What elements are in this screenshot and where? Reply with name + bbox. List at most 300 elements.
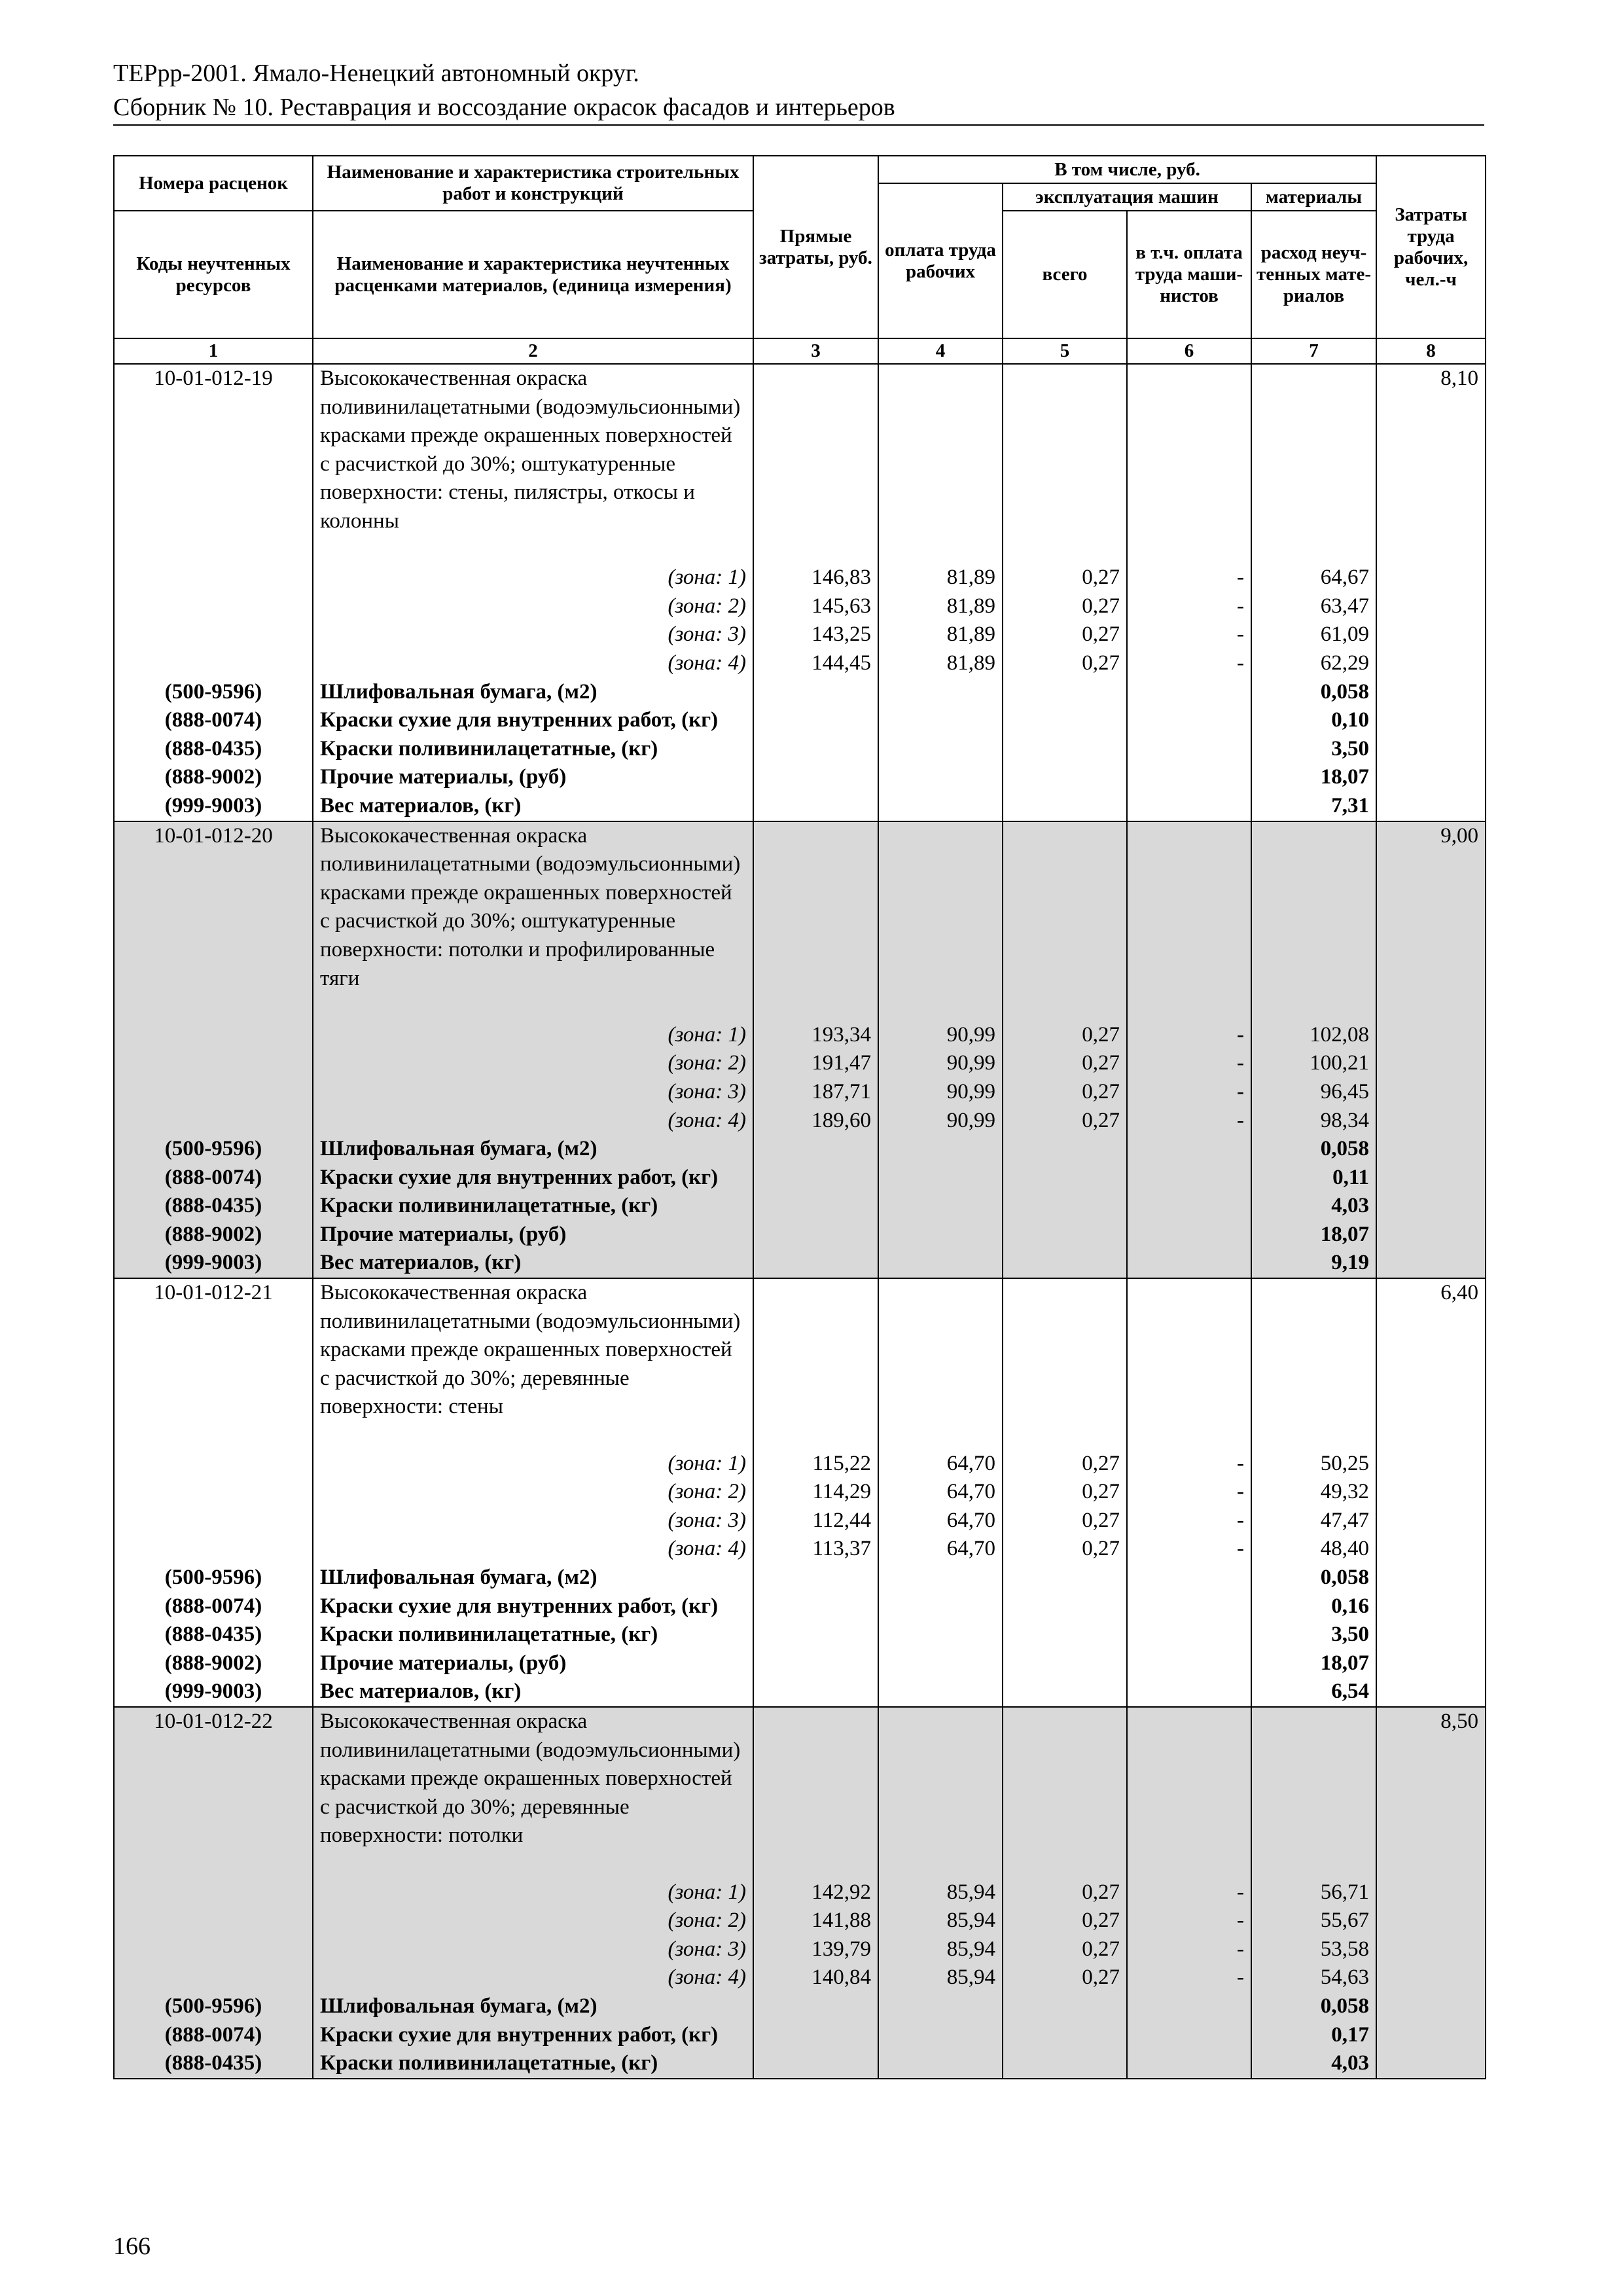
zone-label-cell xyxy=(313,1450,753,1479)
empty-cell xyxy=(1127,364,1251,564)
empty-cell xyxy=(114,1021,313,1050)
empty-cell xyxy=(1376,1677,1486,1707)
rate-code: 10-01-012-19 xyxy=(114,364,313,564)
direct-cost: 141,88 xyxy=(753,1907,878,1935)
zone-row xyxy=(114,592,1486,621)
empty-cell xyxy=(1376,678,1486,707)
material-row xyxy=(114,1564,1486,1592)
empty-cell xyxy=(1251,364,1376,564)
empty-cell xyxy=(753,792,878,821)
empty-cell xyxy=(878,1135,1003,1164)
empty-cell xyxy=(1003,1192,1127,1221)
machinist-wage: - xyxy=(1127,1935,1251,1964)
empty-cell xyxy=(1376,1135,1486,1164)
zone-row xyxy=(114,1907,1486,1935)
empty-cell xyxy=(1251,1278,1376,1450)
material-row xyxy=(114,2049,1486,2079)
empty-cell xyxy=(753,735,878,764)
empty-cell xyxy=(1127,1649,1251,1678)
material-quantity: 4,03 xyxy=(1251,2049,1376,2079)
empty-cell xyxy=(878,1192,1003,1221)
empty-cell xyxy=(878,792,1003,821)
worker-wage: 90,99 xyxy=(878,1078,1003,1107)
col-header-machinist-wages: в т.ч. оплата труда маши-нистов xyxy=(1127,211,1251,338)
col-header-including: В том числе, руб. xyxy=(878,156,1376,183)
empty-cell xyxy=(1127,2049,1251,2079)
zone-row xyxy=(114,1450,1486,1479)
empty-cell xyxy=(1003,1135,1127,1164)
empty-cell xyxy=(1003,364,1127,564)
machinist-wage: - xyxy=(1127,1878,1251,1907)
zone-label: (зона: 3) xyxy=(668,622,746,647)
zone-label: (зона: 2) xyxy=(668,1480,746,1504)
material-row xyxy=(114,792,1486,821)
col-header-unaccounted-materials: расход неуч-тенных мате-риалов xyxy=(1251,211,1376,338)
empty-cell xyxy=(1376,1907,1486,1935)
zone-label: (зона: 2) xyxy=(668,594,746,618)
material-quantity: 4,03 xyxy=(1251,1192,1376,1221)
worker-wage: 85,94 xyxy=(878,1878,1003,1907)
col-header-machines: эксплуатация машин xyxy=(1003,183,1251,211)
empty-cell xyxy=(114,1478,313,1507)
worker-wage: 81,89 xyxy=(878,620,1003,649)
empty-cell xyxy=(753,1221,878,1249)
machine-cost: 0,27 xyxy=(1003,620,1127,649)
zone-row xyxy=(114,1878,1486,1907)
material-quantity: 0,16 xyxy=(1251,1592,1376,1621)
empty-cell xyxy=(1003,1278,1127,1450)
empty-cell xyxy=(1376,620,1486,649)
zone-row xyxy=(114,1964,1486,1992)
direct-cost: 139,79 xyxy=(753,1935,878,1964)
empty-cell xyxy=(1127,1992,1251,2021)
empty-cell xyxy=(1376,1935,1486,1964)
material-cost: 63,47 xyxy=(1251,592,1376,621)
direct-cost: 113,37 xyxy=(753,1535,878,1564)
zone-row xyxy=(114,1049,1486,1078)
empty-cell xyxy=(878,1221,1003,1249)
zone-label: (зона: 4) xyxy=(668,1537,746,1561)
resource-code: (500-9596) xyxy=(114,678,313,707)
empty-cell xyxy=(1127,1221,1251,1249)
zone-label: (зона: 2) xyxy=(668,1051,746,1075)
resource-code: (999-9003) xyxy=(114,1249,313,1278)
empty-cell xyxy=(753,706,878,735)
empty-cell xyxy=(1376,1450,1486,1479)
empty-cell xyxy=(1003,1592,1127,1621)
rate-title-row xyxy=(114,1278,1486,1450)
zone-row xyxy=(114,1535,1486,1564)
empty-cell xyxy=(1127,1192,1251,1221)
direct-cost: 191,47 xyxy=(753,1049,878,1078)
machinist-wage: - xyxy=(1127,1078,1251,1107)
empty-cell xyxy=(1376,1078,1486,1107)
empty-cell xyxy=(1003,706,1127,735)
material-cost: 98,34 xyxy=(1251,1107,1376,1136)
machine-cost: 0,27 xyxy=(1003,1535,1127,1564)
machinist-wage: - xyxy=(1127,1535,1251,1564)
empty-cell xyxy=(753,763,878,792)
machinist-wage: - xyxy=(1127,1049,1251,1078)
empty-cell xyxy=(1003,678,1127,707)
empty-cell xyxy=(878,1621,1003,1649)
direct-cost: 140,84 xyxy=(753,1964,878,1992)
col-header-resource-codes: Коды неучтенных ресурсов xyxy=(114,211,313,338)
worker-wage: 64,70 xyxy=(878,1535,1003,1564)
empty-cell xyxy=(1003,1164,1127,1193)
empty-cell xyxy=(1376,1992,1486,2021)
material-name: Вес материалов, (кг) xyxy=(313,792,753,821)
worker-wage: 81,89 xyxy=(878,564,1003,592)
material-row xyxy=(114,678,1486,707)
col-header-material-names: Наименование и характеристика неучтенных расценками материалов, (единица измерения) xyxy=(313,211,753,338)
empty-cell xyxy=(1376,1221,1486,1249)
col-header-wages: оплата труда рабочих xyxy=(878,183,1003,338)
empty-cell xyxy=(114,592,313,621)
zone-label-cell xyxy=(313,649,753,678)
resource-code: (888-9002) xyxy=(114,763,313,792)
zone-row xyxy=(114,649,1486,678)
empty-cell xyxy=(1376,1107,1486,1136)
empty-cell xyxy=(114,1507,313,1535)
resource-code: (888-0074) xyxy=(114,2021,313,2050)
direct-cost: 146,83 xyxy=(753,564,878,592)
empty-cell xyxy=(753,1649,878,1678)
material-name: Шлифовальная бумага, (м2) xyxy=(313,1135,753,1164)
rate-title-row xyxy=(114,364,1486,564)
empty-cell xyxy=(878,2021,1003,2050)
empty-cell xyxy=(114,1107,313,1136)
empty-cell xyxy=(1003,1992,1127,2021)
zone-label-cell xyxy=(313,1907,753,1935)
zone-row xyxy=(114,1478,1486,1507)
rate-description: Высококачественная окраска поливинилацетатными (водоэмульсионными) красками прежде окрашенных поверхностей с расчисткой до 30%; оштукатуренные поверхности: потолки и профилированные тяги xyxy=(313,821,753,1021)
labor-cost: 9,00 xyxy=(1376,821,1486,1021)
empty-cell xyxy=(878,1992,1003,2021)
zone-label: (зона: 3) xyxy=(668,1079,746,1103)
material-cost: 64,67 xyxy=(1251,564,1376,592)
empty-cell xyxy=(1376,649,1486,678)
direct-cost: 142,92 xyxy=(753,1878,878,1907)
zone-label-cell xyxy=(313,592,753,621)
direct-cost: 189,60 xyxy=(753,1107,878,1136)
resource-code: (888-0074) xyxy=(114,706,313,735)
material-row xyxy=(114,735,1486,764)
empty-cell xyxy=(1376,1478,1486,1507)
empty-cell xyxy=(114,1907,313,1935)
machine-cost: 0,27 xyxy=(1003,1878,1127,1907)
resource-code: (888-0435) xyxy=(114,1192,313,1221)
material-row xyxy=(114,1249,1486,1278)
material-name: Краски сухие для внутренних работ, (кг) xyxy=(313,706,753,735)
material-row xyxy=(114,1592,1486,1621)
worker-wage: 90,99 xyxy=(878,1107,1003,1136)
labor-cost: 8,50 xyxy=(1376,1707,1486,1878)
zone-label-cell xyxy=(313,1049,753,1078)
empty-cell xyxy=(753,1992,878,2021)
empty-cell xyxy=(878,678,1003,707)
material-row xyxy=(114,1649,1486,1678)
material-cost: 96,45 xyxy=(1251,1078,1376,1107)
zone-label-cell xyxy=(313,1107,753,1136)
machine-cost: 0,27 xyxy=(1003,1021,1127,1050)
material-row xyxy=(114,1677,1486,1707)
empty-cell xyxy=(1003,1677,1127,1707)
col-number: 1 xyxy=(114,338,313,364)
collection-title: Сборник № 10. Реставрация и воссоздание окрасок фасадов и интерьеров xyxy=(113,94,895,121)
empty-cell xyxy=(878,1707,1003,1878)
empty-cell xyxy=(1127,821,1251,1021)
material-row xyxy=(114,706,1486,735)
machine-cost: 0,27 xyxy=(1003,1907,1127,1935)
empty-cell xyxy=(1376,1021,1486,1050)
empty-cell xyxy=(1127,1621,1251,1649)
material-name: Шлифовальная бумага, (м2) xyxy=(313,1564,753,1592)
material-row xyxy=(114,1192,1486,1221)
material-name: Шлифовальная бумага, (м2) xyxy=(313,678,753,707)
material-quantity: 18,07 xyxy=(1251,1649,1376,1678)
resource-code: (888-0074) xyxy=(114,1164,313,1193)
empty-cell xyxy=(1376,1249,1486,1278)
zone-label: (зона: 1) xyxy=(668,1880,746,1904)
table-header xyxy=(114,156,1486,364)
machinist-wage: - xyxy=(1127,1964,1251,1992)
zone-label: (зона: 3) xyxy=(668,1508,746,1532)
machinist-wage: - xyxy=(1127,620,1251,649)
resource-code: (999-9003) xyxy=(114,1677,313,1707)
material-name: Вес материалов, (кг) xyxy=(313,1249,753,1278)
col-header-machines-total: всего xyxy=(1003,211,1127,338)
material-quantity: 3,50 xyxy=(1251,1621,1376,1649)
rate-title-row xyxy=(114,821,1486,1021)
material-row xyxy=(114,2021,1486,2050)
empty-cell xyxy=(878,821,1003,1021)
material-quantity: 7,31 xyxy=(1251,792,1376,821)
material-row xyxy=(114,1992,1486,2021)
machinist-wage: - xyxy=(1127,564,1251,592)
empty-cell xyxy=(114,564,313,592)
empty-cell xyxy=(1003,821,1127,1021)
direct-cost: 114,29 xyxy=(753,1478,878,1507)
zone-label: (зона: 1) xyxy=(668,565,746,590)
resource-code: (500-9596) xyxy=(114,1564,313,1592)
direct-cost: 144,45 xyxy=(753,649,878,678)
resource-code: (500-9596) xyxy=(114,1135,313,1164)
material-name: Прочие материалы, (руб) xyxy=(313,1221,753,1249)
empty-cell xyxy=(878,1249,1003,1278)
material-quantity: 18,07 xyxy=(1251,763,1376,792)
col-header-work-name: Наименование и характеристика строительных работ и конструкций xyxy=(313,156,753,211)
empty-cell xyxy=(1127,1592,1251,1621)
zone-label-cell xyxy=(313,1878,753,1907)
resource-code: (888-0435) xyxy=(114,2049,313,2079)
empty-cell xyxy=(1003,1249,1127,1278)
empty-cell xyxy=(1376,1592,1486,1621)
empty-cell xyxy=(1127,2021,1251,2050)
empty-cell xyxy=(1003,2049,1127,2079)
machinist-wage: - xyxy=(1127,1021,1251,1050)
zone-label-cell xyxy=(313,1078,753,1107)
zone-row xyxy=(114,1021,1486,1050)
empty-cell xyxy=(1376,1964,1486,1992)
machinist-wage: - xyxy=(1127,1478,1251,1507)
empty-cell xyxy=(114,1049,313,1078)
direct-cost: 145,63 xyxy=(753,592,878,621)
empty-cell xyxy=(1127,792,1251,821)
material-row xyxy=(114,763,1486,792)
material-name: Краски сухие для внутренних работ, (кг) xyxy=(313,1592,753,1621)
material-cost: 102,08 xyxy=(1251,1021,1376,1050)
empty-cell xyxy=(1127,706,1251,735)
zone-label-cell xyxy=(313,1535,753,1564)
empty-cell xyxy=(878,763,1003,792)
empty-cell xyxy=(878,1564,1003,1592)
material-quantity: 0,058 xyxy=(1251,1992,1376,2021)
empty-cell xyxy=(1127,1164,1251,1193)
machine-cost: 0,27 xyxy=(1003,1507,1127,1535)
material-cost: 61,09 xyxy=(1251,620,1376,649)
empty-cell xyxy=(753,1192,878,1221)
empty-cell xyxy=(1003,1649,1127,1678)
empty-cell xyxy=(1376,706,1486,735)
material-quantity: 9,19 xyxy=(1251,1249,1376,1278)
empty-cell xyxy=(878,706,1003,735)
empty-cell xyxy=(114,1535,313,1564)
empty-cell xyxy=(878,364,1003,564)
rate-block xyxy=(114,821,1486,1279)
zone-label-cell xyxy=(313,564,753,592)
rate-description: Высококачественная окраска поливинилацетатными (водоэмульсионными) красками прежде окрашенных поверхностей с расчисткой до 30%; оштукатуренные поверхности: стены, пилястры, откосы и колонны xyxy=(313,364,753,564)
labor-cost: 8,10 xyxy=(1376,364,1486,564)
empty-cell xyxy=(1376,1507,1486,1535)
rate-block xyxy=(114,1278,1486,1707)
empty-cell xyxy=(1127,1278,1251,1450)
empty-cell xyxy=(1003,735,1127,764)
empty-cell xyxy=(753,1707,878,1878)
empty-cell xyxy=(1003,1564,1127,1592)
material-cost: 56,71 xyxy=(1251,1878,1376,1907)
zone-row xyxy=(114,1507,1486,1535)
empty-cell xyxy=(753,1249,878,1278)
col-number: 8 xyxy=(1376,338,1486,364)
direct-cost: 187,71 xyxy=(753,1078,878,1107)
material-name: Краски сухие для внутренних работ, (кг) xyxy=(313,1164,753,1193)
col-number: 3 xyxy=(753,338,878,364)
material-quantity: 0,058 xyxy=(1251,1564,1376,1592)
col-number: 5 xyxy=(1003,338,1127,364)
resource-code: (500-9596) xyxy=(114,1992,313,2021)
zone-row xyxy=(114,1107,1486,1136)
empty-cell xyxy=(753,821,878,1021)
zone-row xyxy=(114,564,1486,592)
machine-cost: 0,27 xyxy=(1003,1049,1127,1078)
empty-cell xyxy=(753,678,878,707)
empty-cell xyxy=(878,1649,1003,1678)
material-quantity: 0,10 xyxy=(1251,706,1376,735)
rate-code: 10-01-012-22 xyxy=(114,1707,313,1878)
empty-cell xyxy=(114,1078,313,1107)
direct-cost: 143,25 xyxy=(753,620,878,649)
rate-code: 10-01-012-20 xyxy=(114,821,313,1021)
empty-cell xyxy=(1376,1535,1486,1564)
machine-cost: 0,27 xyxy=(1003,1078,1127,1107)
rate-block xyxy=(114,1707,1486,2079)
zone-label: (зона: 2) xyxy=(668,1909,746,1933)
empty-cell xyxy=(1127,1135,1251,1164)
rate-description: Высококачественная окраска поливинилацетатными (водоэмульсионными) красками прежде окрашенных поверхностей с расчисткой до 30%; деревянные поверхности: стены xyxy=(313,1278,753,1450)
resource-code: (888-0435) xyxy=(114,1621,313,1649)
resource-code: (888-9002) xyxy=(114,1221,313,1249)
zone-row xyxy=(114,620,1486,649)
direct-cost: 112,44 xyxy=(753,1507,878,1535)
machinist-wage: - xyxy=(1127,1107,1251,1136)
direct-cost: 193,34 xyxy=(753,1021,878,1050)
zone-label: (зона: 3) xyxy=(668,1937,746,1961)
empty-cell xyxy=(114,1964,313,1992)
zone-label-cell xyxy=(313,620,753,649)
empty-cell xyxy=(753,1677,878,1707)
resource-code: (888-0435) xyxy=(114,735,313,764)
page-number: 166 xyxy=(113,2233,151,2260)
material-name: Краски поливинилацетатные, (кг) xyxy=(313,2049,753,2079)
empty-cell xyxy=(753,1621,878,1649)
empty-cell xyxy=(1376,564,1486,592)
empty-cell xyxy=(1376,735,1486,764)
material-quantity: 0,058 xyxy=(1251,1135,1376,1164)
empty-cell xyxy=(753,2049,878,2079)
zone-row xyxy=(114,1078,1486,1107)
zone-label-cell xyxy=(313,1478,753,1507)
machinist-wage: - xyxy=(1127,1507,1251,1535)
empty-cell xyxy=(1251,821,1376,1021)
worker-wage: 64,70 xyxy=(878,1507,1003,1535)
machine-cost: 0,27 xyxy=(1003,1450,1127,1479)
empty-cell xyxy=(1376,1564,1486,1592)
empty-cell xyxy=(1376,1649,1486,1678)
empty-cell xyxy=(878,1164,1003,1193)
empty-cell xyxy=(1127,1707,1251,1878)
material-name: Краски поливинилацетатные, (кг) xyxy=(313,735,753,764)
material-row xyxy=(114,1621,1486,1649)
empty-cell xyxy=(1003,1707,1127,1878)
machinist-wage: - xyxy=(1127,649,1251,678)
material-cost: 48,40 xyxy=(1251,1535,1376,1564)
empty-cell xyxy=(1376,763,1486,792)
empty-cell xyxy=(1376,1164,1486,1193)
worker-wage: 81,89 xyxy=(878,649,1003,678)
empty-cell xyxy=(878,735,1003,764)
empty-cell xyxy=(1003,1221,1127,1249)
machinist-wage: - xyxy=(1127,1907,1251,1935)
empty-cell xyxy=(753,1164,878,1193)
empty-cell xyxy=(1127,763,1251,792)
material-name: Краски сухие для внутренних работ, (кг) xyxy=(313,2021,753,2050)
empty-cell xyxy=(753,1278,878,1450)
empty-cell xyxy=(1003,763,1127,792)
rate-code: 10-01-012-21 xyxy=(114,1278,313,1450)
machine-cost: 0,27 xyxy=(1003,1107,1127,1136)
empty-cell xyxy=(1376,1621,1486,1649)
machinist-wage: - xyxy=(1127,592,1251,621)
empty-cell xyxy=(878,1278,1003,1450)
machine-cost: 0,27 xyxy=(1003,592,1127,621)
material-row xyxy=(114,1221,1486,1249)
material-cost: 50,25 xyxy=(1251,1450,1376,1479)
empty-cell xyxy=(1003,792,1127,821)
empty-cell xyxy=(1127,735,1251,764)
col-header-rate-numbers: Номера расценок xyxy=(114,156,313,211)
resource-code: (888-0074) xyxy=(114,1592,313,1621)
